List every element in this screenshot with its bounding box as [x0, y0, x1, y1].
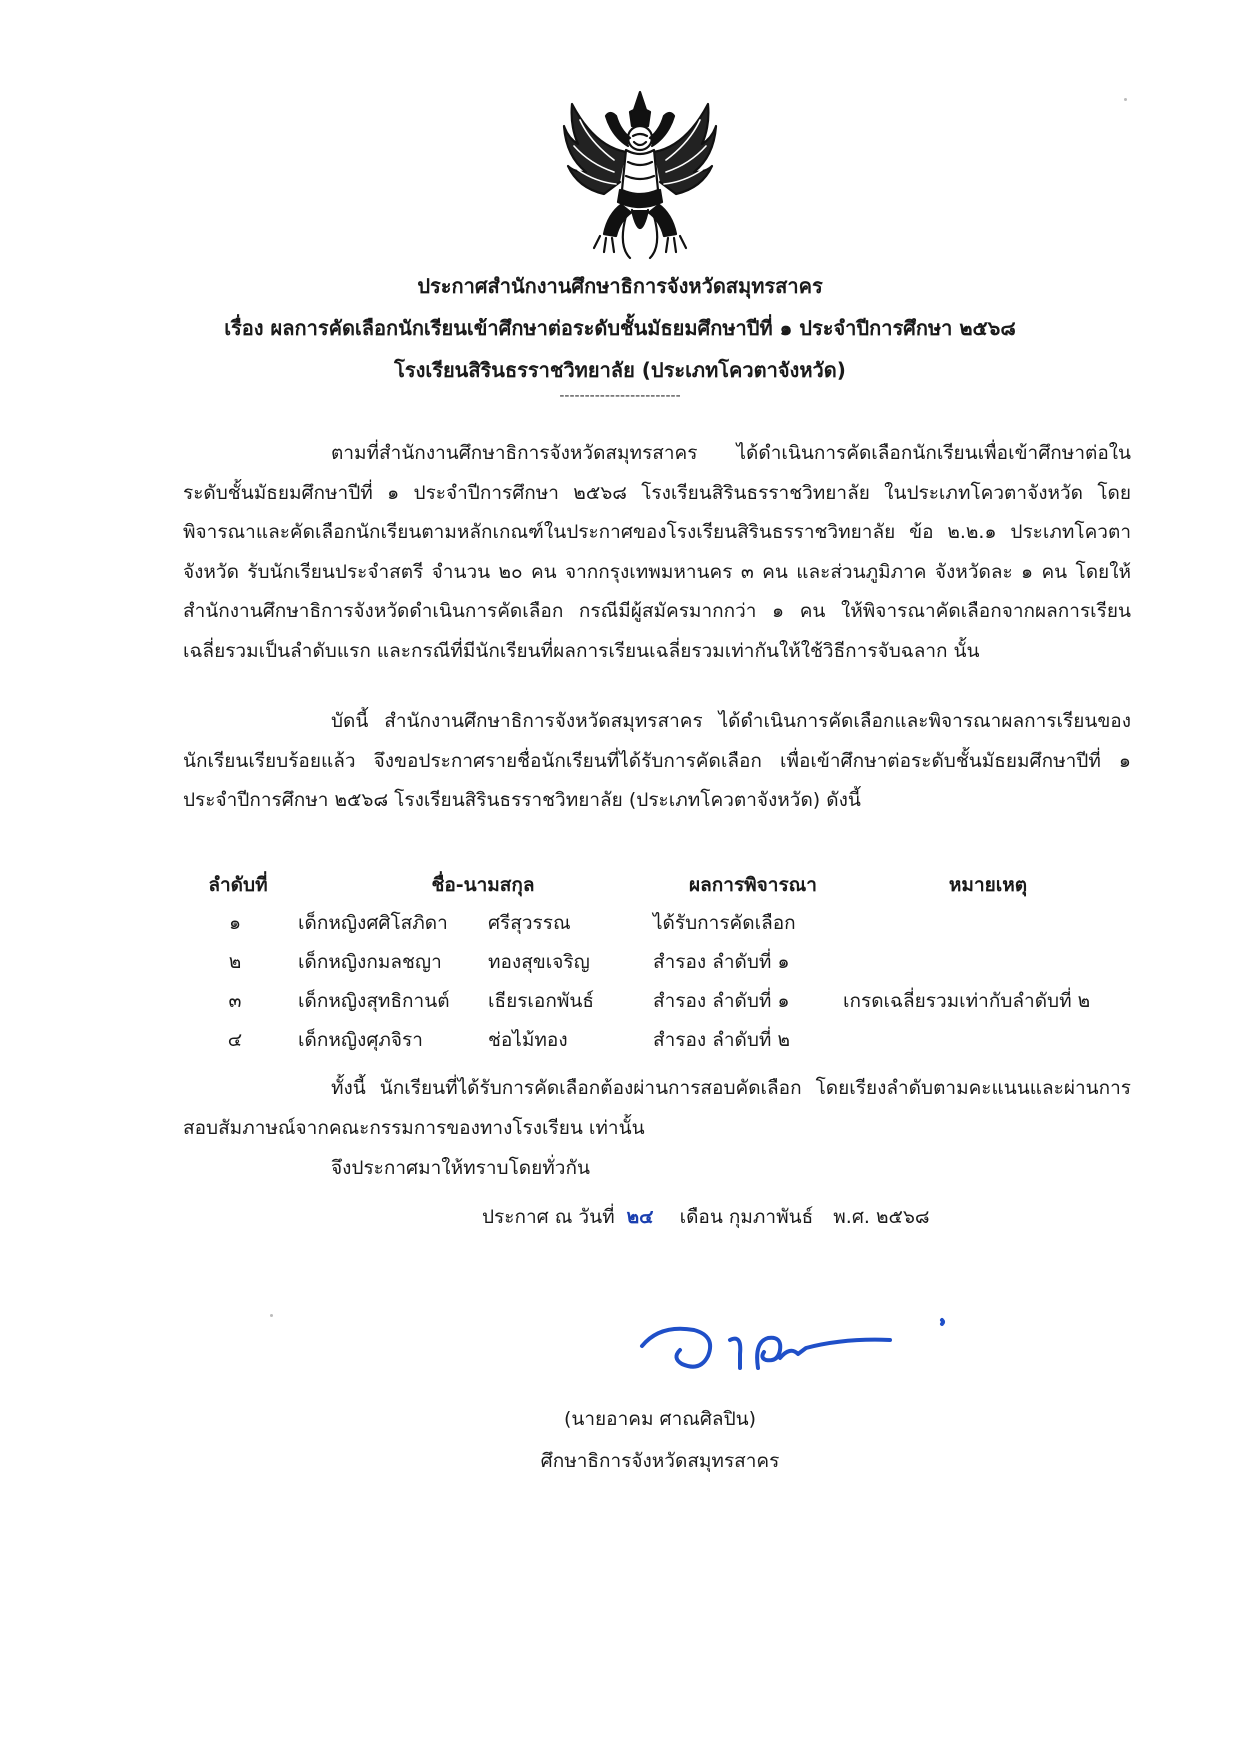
row-first-name: เด็กหญิงศุภจิรา	[298, 1029, 423, 1051]
date-month: เดือน กุมภาพันธ์	[679, 1206, 814, 1228]
announcement-school: โรงเรียนสิรินธรราชวิทยาลัย (ประเภทโควตาจังหวัด)	[394, 358, 846, 382]
announcement-subject: เรื่อง ผลการคัดเลือกนักเรียนเข้าศึกษาต่อระดับชั้นมัธยมศึกษาปีที่ ๑ ประจำปีการศึกษา ๒๕๖๘	[224, 316, 1016, 340]
paragraph-background: ตามที่สำนักงานศึกษาธิการจังหวัดสมุทรสาคร ได้ดำเนินการคัดเลือกนักเรียนเพื่อเข้าศึกษาต่อในระดับชั้นมัธยมศึกษาปีที่ ๑ ประจำปีการศึกษา ๒๕๖๘ โรงเรียนสิรินธรราชวิทยาลัย ในประเภทโควตาจังหวัด โดยพิจารณาและคัดเลือกนักเรียนตามหลักเกณฑ์ในประกาศของโรงเรียนสิรินธรราชวิทยาลัย ข้อ ๒.๒.๑ ประเภทโควตาจังหวัด รับนักเรียนประจำสตรี จำนวน ๒๐ คน จากกรุงเทพมหานคร ๓ คน และส่วนภูมิภาค จังหวัดละ ๑ คน โดยให้สำนักงานศึกษาธิการจังหวัดดำเนินการคัดเลือก กรณีมีผู้สมัครมากกว่า ๑ คน ให้พิจารณาคัดเลือกจากผลการเรียนเฉลี่ยรวมเป็นลำดับแรก และกรณีที่มีนักเรียนที่ผลการเรียนเฉลี่ยรวมเท่ากันให้ใช้วิธีการจับฉลาก นั้น	[183, 442, 1131, 662]
table-header-row	[183, 870, 1133, 906]
row-result: ได้รับการคัดเลือก	[653, 912, 796, 934]
date-prefix: ประกาศ ณ วันที่	[482, 1206, 615, 1228]
row-no: ๔	[227, 1029, 243, 1051]
row-result: สำรอง ลำดับที่ ๒	[653, 1029, 790, 1051]
table-row	[183, 1025, 1133, 1061]
date-day: ๒๔	[626, 1206, 654, 1228]
row-first-name: เด็กหญิงสุทธิกานต์	[298, 990, 450, 1012]
announcement-date	[482, 1202, 930, 1232]
garuda-emblem-icon	[560, 86, 720, 266]
table-row	[183, 908, 1133, 944]
row-last-name: ช่อไม้ทอง	[488, 1029, 568, 1051]
signatory-position: ศึกษาธิการจังหวัดสมุทรสาคร	[540, 1450, 780, 1472]
scan-speck	[270, 1314, 273, 1317]
row-no: ๑	[228, 912, 242, 934]
row-result: สำรอง ลำดับที่ ๑	[653, 990, 790, 1012]
row-result: สำรอง ลำดับที่ ๑	[653, 951, 790, 973]
date-year: พ.ศ. ๒๕๖๘	[833, 1206, 930, 1228]
table-row	[183, 947, 1133, 983]
row-no: ๓	[228, 990, 242, 1012]
paragraph-conditions: ทั้งนี้ นักเรียนที่ได้รับการคัดเลือกต้องผ่านการสอบคัดเลือก โดยเรียงลำดับตามคะแนนและผ่านการสอบสัมภาษณ์จากคณะกรรมการของทางโรงเรียน เท่านั้น	[183, 1077, 1131, 1139]
header-note: หมายเหตุ	[948, 874, 1028, 896]
row-last-name: ทองสุขเจริญ	[488, 951, 590, 973]
row-first-name: เด็กหญิงกมลชญา	[298, 951, 442, 973]
row-last-name: ศรีสุวรรณ	[488, 912, 571, 934]
header-name: ชื่อ-นามสกุล	[431, 874, 535, 896]
announcement-title: ประกาศสำนักงานศึกษาธิการจังหวัดสมุทรสาคร	[417, 274, 823, 298]
table-row	[183, 986, 1133, 1022]
row-note: เกรดเฉลี่ยรวมเท่ากับลำดับที่ ๒	[843, 990, 1091, 1012]
scan-speck	[1124, 98, 1127, 101]
signatory-name: (นายอาคม ศาณศิลปิน)	[563, 1408, 757, 1430]
paragraph-announcement: บัดนี้ สำนักงานศึกษาธิการจังหวัดสมุทรสาคร ได้ดำเนินการคัดเลือกและพิจารณาผลการเรียนของนักเรียนเรียบร้อยแล้ว จึงขอประกาศรายชื่อนักเรียนที่ได้รับการคัดเลือก เพื่อเข้าศึกษาต่อระดับชั้นมัธยมศึกษาปีที่ ๑ ประจำปีการศึกษา ๒๕๖๘ โรงเรียนสิรินธรราชวิทยาลัย (ประเภทโควตาจังหวัด) ดังนี้	[183, 710, 1131, 811]
paragraph-closing: จึงประกาศมาให้ทราบโดยทั่วกัน	[331, 1157, 590, 1179]
row-first-name: เด็กหญิงศศิโสภิดา	[298, 912, 448, 934]
row-no: ๒	[228, 951, 242, 973]
handwritten-signature	[630, 1284, 950, 1384]
header-no: ลำดับที่	[208, 874, 268, 896]
header-result: ผลการพิจารณา	[689, 874, 817, 896]
title-divider: ------------------------	[559, 388, 681, 404]
row-last-name: เธียรเอกพันธ์	[488, 990, 594, 1012]
